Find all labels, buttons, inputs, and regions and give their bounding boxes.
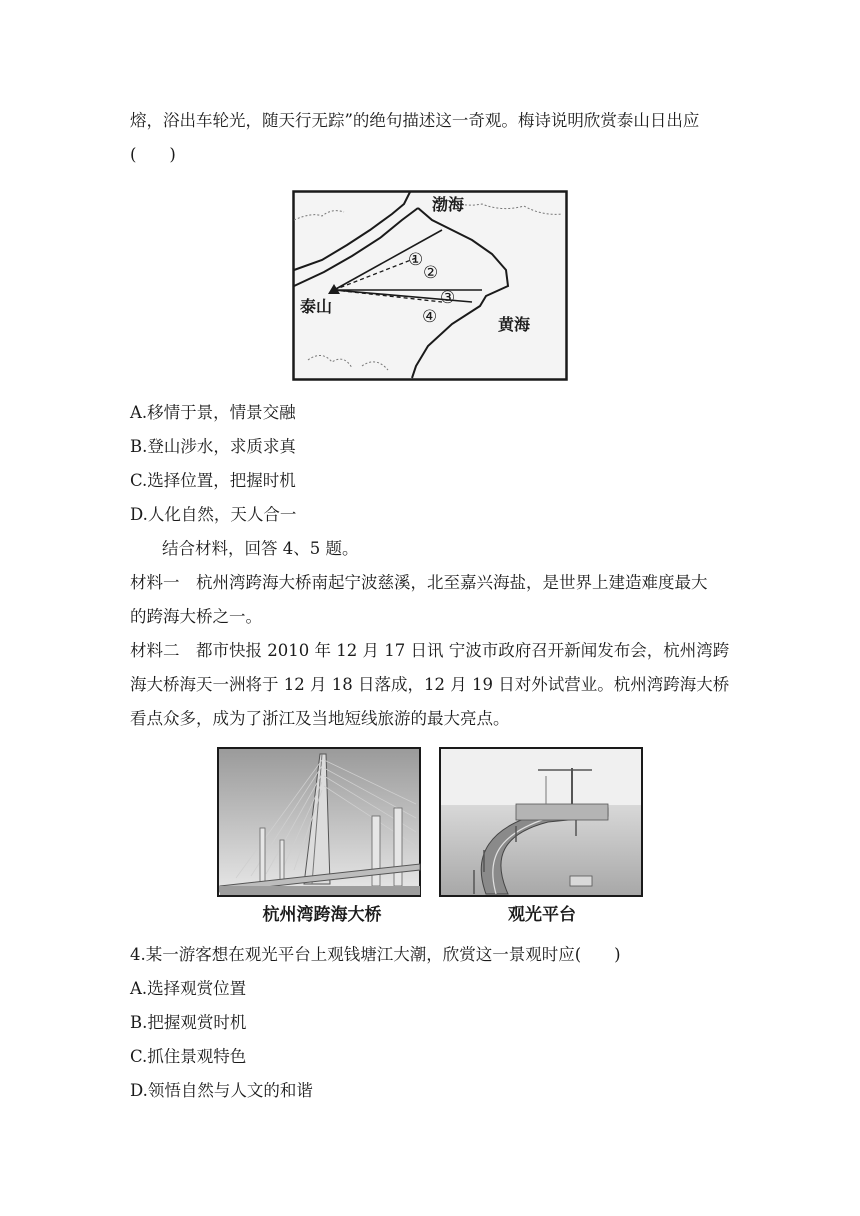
right-photo-caption: 观光平台 xyxy=(508,905,576,925)
q4-option-a: A.选择观赏位置 xyxy=(130,979,247,998)
marker-2: ② xyxy=(423,263,439,283)
observation-platform-photo xyxy=(440,748,642,896)
taishan-sunrise-map xyxy=(292,190,568,381)
option-c: C.选择位置，把握时机 xyxy=(130,471,296,490)
taishan-label: 泰山 xyxy=(300,297,333,316)
left-photo-caption: 杭州湾跨海大桥 xyxy=(262,905,382,925)
option-b: B.登山涉水，求质求真 xyxy=(130,437,296,456)
q4-option-b: B.把握观赏时机 xyxy=(130,1013,247,1032)
huanghai-label: 黄海 xyxy=(498,315,531,334)
material-1-line-2: 的跨海大桥之一。 xyxy=(130,607,262,626)
q4-option-d: D.领悟自然与人文的和谐 xyxy=(130,1081,313,1100)
instruction: 结合材料，回答 4、5 题。 xyxy=(162,539,359,558)
bohai-label: 渤海 xyxy=(432,195,465,214)
marker-3: ③ xyxy=(440,288,456,308)
q4-option-c: C.抓住景观特色 xyxy=(130,1047,247,1066)
material-2-line-1: 材料二 都市快报 2010 年 12 月 17 日讯 宁波市政府召开新闻发布会，杭州湾跨 xyxy=(130,641,730,660)
marker-1: ① xyxy=(408,250,424,270)
marker-4: ④ xyxy=(422,307,438,327)
intro-line-1: 熔，浴出车轮光，随天行无踪”的绝句描述这一奇观。梅诗说明欣赏泰山日出应 xyxy=(130,111,700,130)
hangzhou-bay-bridge-photo xyxy=(218,748,420,896)
option-a: A.移情于景，情景交融 xyxy=(130,403,296,422)
intro-line-2: ( ) xyxy=(130,145,176,164)
option-d: D.人化自然，天人合一 xyxy=(130,505,297,524)
q4-stem: 4.某一游客想在观光平台上观钱塘江大潮，欣赏这一景观时应( ) xyxy=(130,945,621,964)
material-2-line-2: 海大桥海天一洲将于 12 月 18 日落成，12 月 19 日对外试营业。杭州湾跨海大桥 xyxy=(130,675,730,694)
material-2-line-3: 看点众多，成为了浙江及当地短线旅游的最大亮点。 xyxy=(130,709,510,728)
bridge-photos xyxy=(216,746,644,926)
material-1-line-1: 材料一 杭州湾跨海大桥南起宁波慈溪，北至嘉兴海盐，是世界上建造难度最大 xyxy=(130,573,708,592)
